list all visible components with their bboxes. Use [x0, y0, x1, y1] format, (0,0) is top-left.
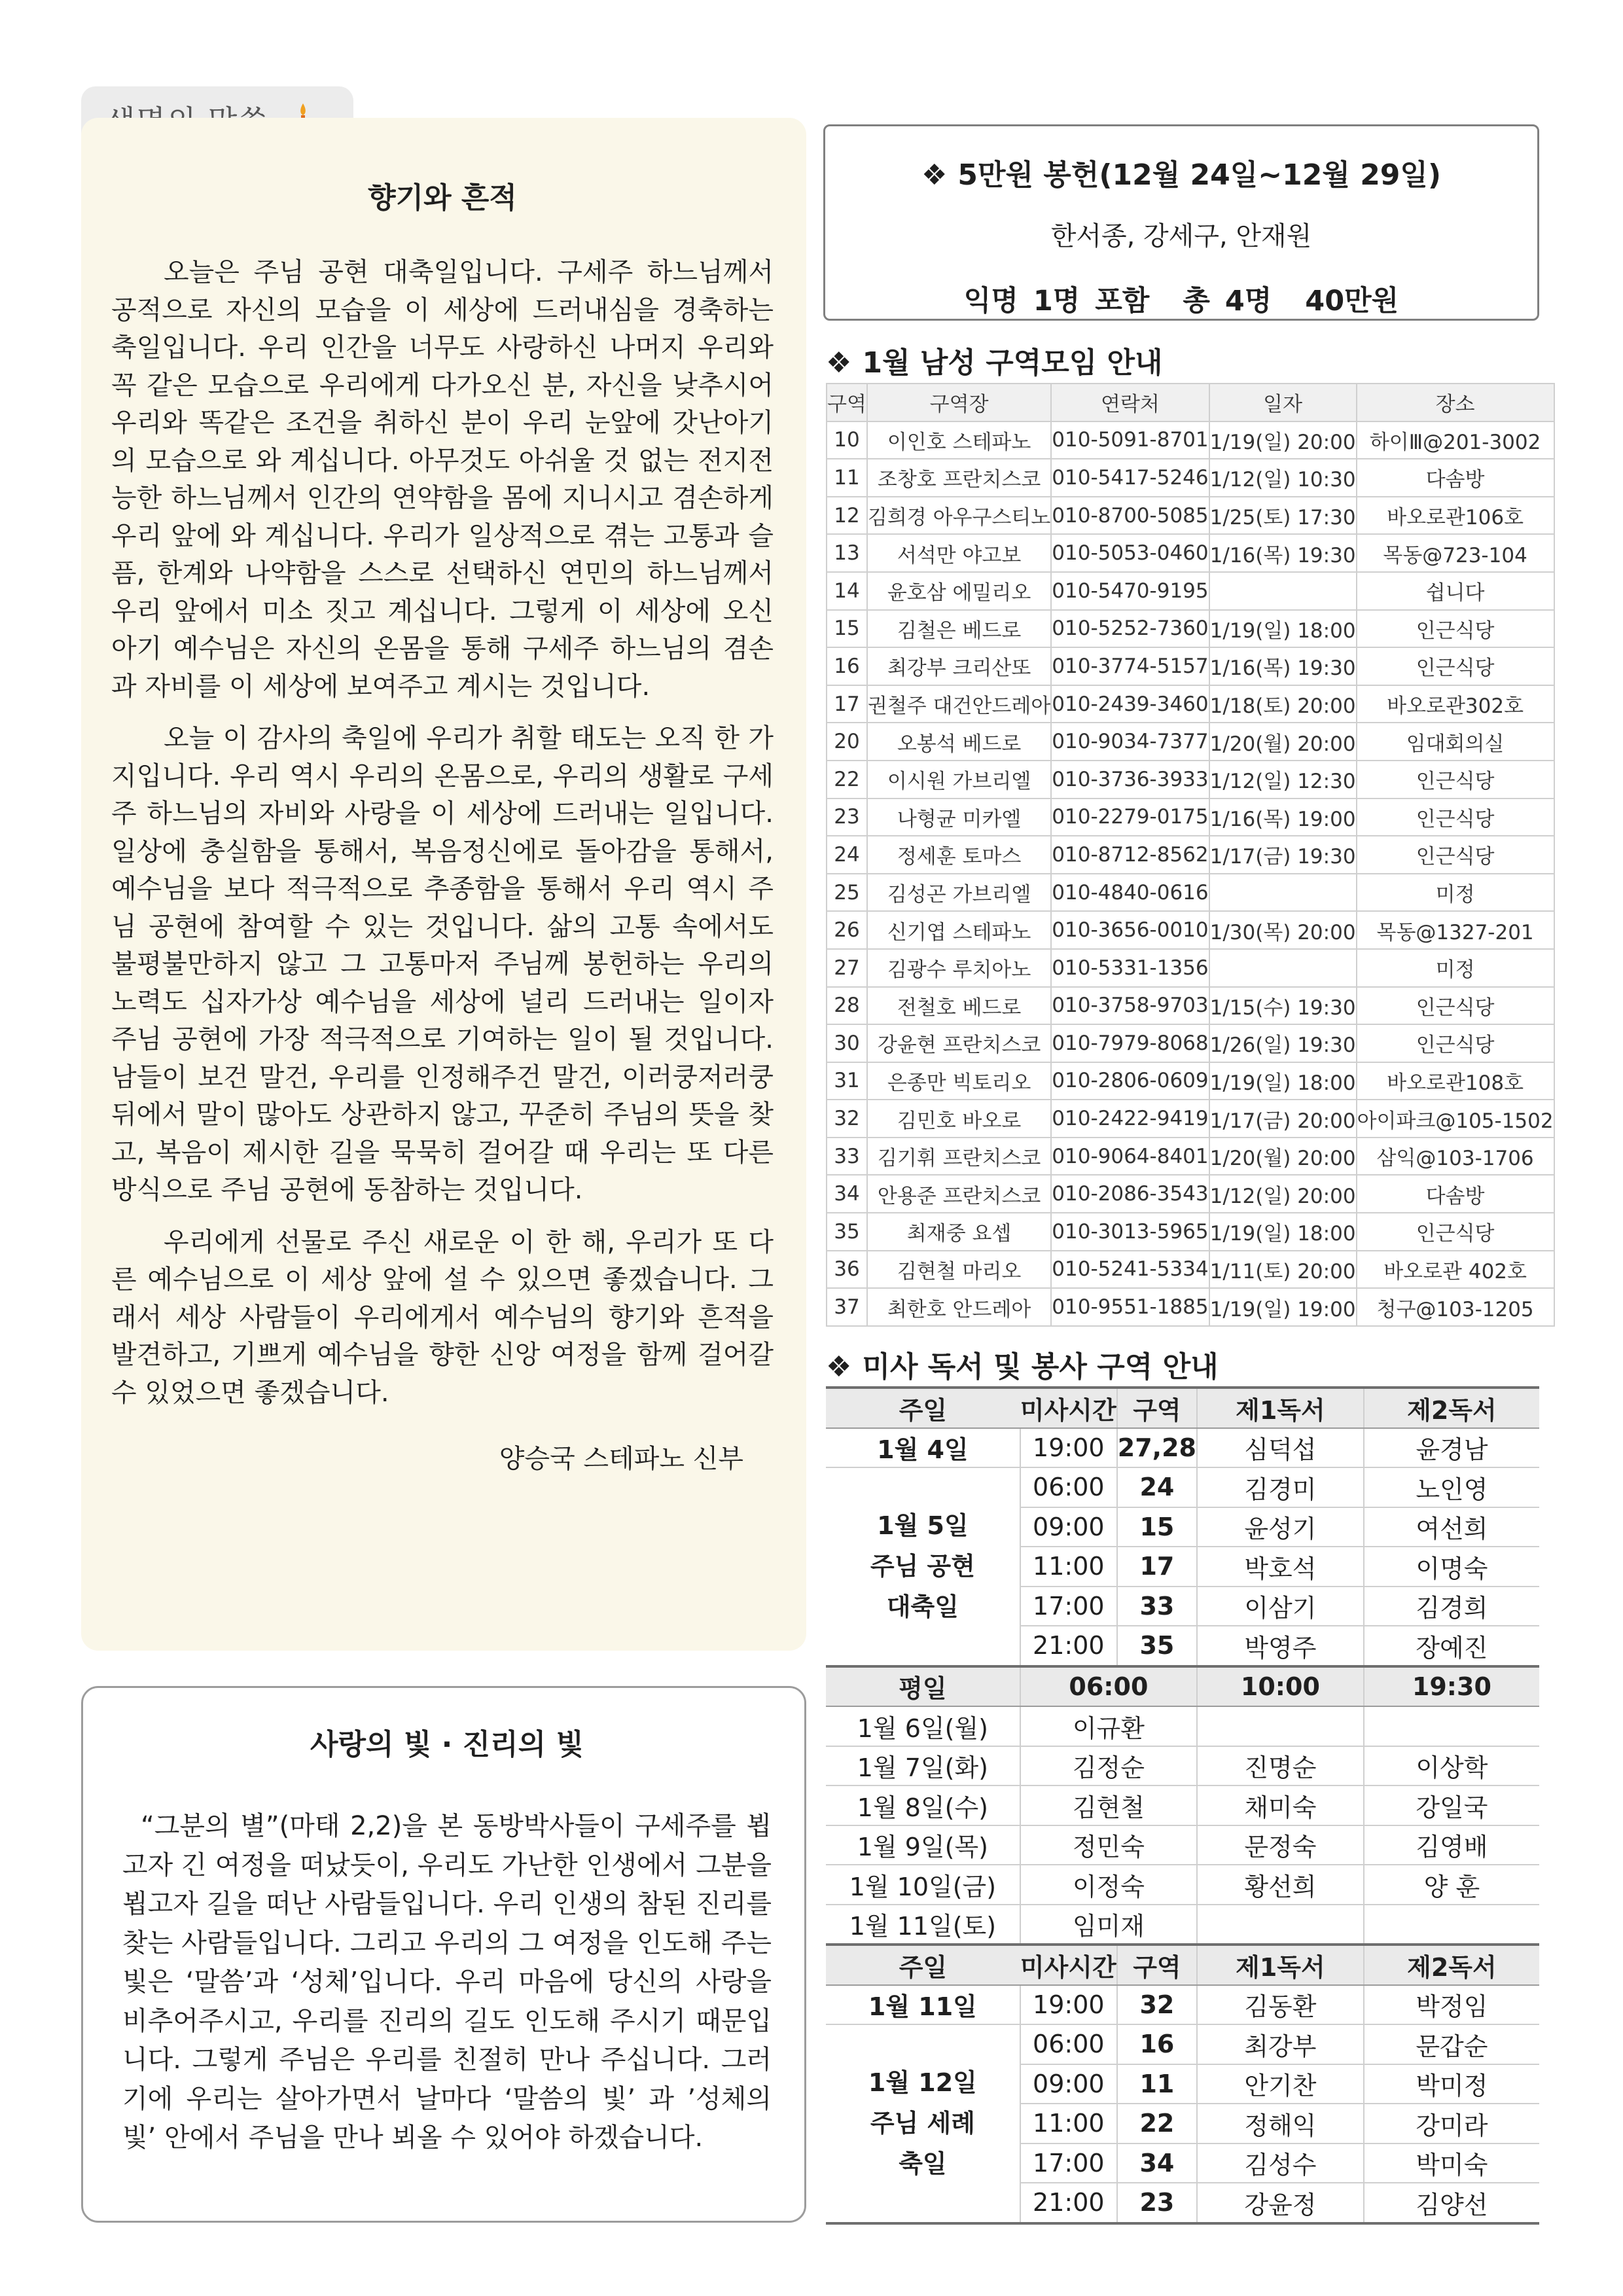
mass-time: 11:00 [1020, 2104, 1117, 2144]
mass-time: 19:00 [1020, 1985, 1117, 2025]
donation-box [823, 124, 1539, 321]
weekday-header-1930: 19:30 [1364, 1666, 1539, 1707]
mass-reader1: 정해익 [1197, 2104, 1364, 2144]
cell-leader: 강윤현 프란치스코 [867, 1024, 1051, 1062]
mass-table [826, 1386, 1539, 2225]
district-row [827, 610, 1554, 648]
weekday-0600: 이규환 [1020, 1706, 1197, 1746]
weekday-date: 1월 9일(목) [826, 1825, 1020, 1865]
district-section-title [826, 339, 1163, 381]
cell-leader: 김희경 아우구스티노 [867, 497, 1051, 535]
donation-title [825, 151, 1537, 193]
cell-district: 11 [827, 459, 867, 497]
cell-date: 1/12(일) 10:30 [1209, 459, 1357, 497]
mass-header-district: 구역 [1117, 1388, 1197, 1428]
cell-district: 22 [827, 761, 867, 798]
cell-contact: 010-3736-3933 [1051, 761, 1209, 798]
mass-reader2: 김경희 [1364, 1587, 1539, 1626]
mass-time: 17:00 [1020, 2144, 1117, 2183]
mass-district: 17 [1117, 1547, 1197, 1587]
weekday-row [826, 1785, 1539, 1825]
cell-contact: 010-2439-3460 [1051, 685, 1209, 723]
cell-leader: 김현철 마리오 [867, 1251, 1051, 1289]
cell-place: 인근식당 [1357, 836, 1554, 874]
cell-district: 12 [827, 497, 867, 535]
cell-place: 바오로관106호 [1357, 497, 1554, 535]
cell-district: 31 [827, 1062, 867, 1100]
weekday-row [826, 1905, 1539, 1945]
weekday-date: 1월 7일(화) [826, 1746, 1020, 1786]
mass-time: 21:00 [1020, 1626, 1117, 1666]
weekday-header-label: 평일 [826, 1666, 1020, 1707]
weekday-0600: 이정숙 [1020, 1865, 1197, 1905]
mass-header-row [826, 1388, 1539, 1428]
weekday-1000 [1197, 1706, 1364, 1746]
mass-header-time: 미사시간 [1020, 1388, 1117, 1428]
cell-contact: 010-5241-5334 [1051, 1251, 1209, 1289]
cell-date: 1/20(월) 20:00 [1209, 723, 1357, 761]
cell-place: 하이Ⅲ@201-3002 [1357, 422, 1554, 459]
mass-date: 1월 4일 [826, 1428, 1020, 1468]
cell-date: 1/19(일) 20:00 [1209, 422, 1357, 459]
district-table-body [827, 422, 1554, 1326]
cell-date: 1/19(일) 18:00 [1209, 1062, 1357, 1100]
mass-header-district: 구역 [1117, 1945, 1197, 1985]
cell-district: 25 [827, 874, 867, 912]
district-row [827, 798, 1554, 836]
cell-place: 바오로관 402호 [1357, 1251, 1554, 1289]
district-row [827, 874, 1554, 912]
cell-contact: 010-5417-5246 [1051, 459, 1209, 497]
cell-date: 1/25(토) 17:30 [1209, 497, 1357, 535]
cell-place: 다솜방 [1357, 1175, 1554, 1213]
cell-date: 1/18(토) 20:00 [1209, 685, 1357, 723]
cell-leader: 전철호 베드로 [867, 987, 1051, 1025]
mass-section-title [826, 1343, 1219, 1385]
cell-date: 1/11(토) 20:00 [1209, 1251, 1357, 1289]
cell-place: 미정 [1357, 874, 1554, 912]
mass-reader1: 윤성기 [1197, 1507, 1364, 1547]
weekday-row [826, 1825, 1539, 1865]
mass-row [826, 1428, 1539, 1468]
district-row [827, 422, 1554, 459]
light-article-paragraph: “그분의 별”(마태 2,2)을 본 동방박사들이 구세주를 뵙고자 긴 여정을 떠났듯이, 우리도 가난한 인생에서 그분을 뵙고자 길을 떠난 사람들입니다. 우리 인생의 참된 진리를 찾는 사람들입니다. 그리고 우리의 그 여정을 인도해 주는 빛은 ‘말씀’과 ‘성체’입니다. 우리 마음에 당신의 사랑을 비추어주시고, 우리를 진리의 길도 인도해 주시기 때문입니다. 그렇게 주님은 우리를 친절히 만나 주십니다. 그러기에 우리는 살아가면서 날마다 ‘말씀의 빛’ 과 ’성체의 빛’ 안에서 주님을 만나 뵈올 수 있어야 하겠습니다. [122, 1811, 772, 2153]
mass-reader2: 박정임 [1364, 1985, 1539, 2025]
district-row [827, 1288, 1554, 1326]
cell-date [1209, 874, 1357, 912]
district-row [827, 1175, 1554, 1213]
mass-date-line: 주님 공현 [870, 1552, 975, 1581]
mass-time: 17:00 [1020, 1587, 1117, 1626]
cell-place: 인근식당 [1357, 987, 1554, 1025]
cell-contact: 010-5470-9195 [1051, 572, 1209, 610]
cell-contact: 010-2279-0175 [1051, 798, 1209, 836]
cell-contact: 010-5091-8701 [1051, 422, 1209, 459]
weekday-date: 1월 10일(금) [826, 1865, 1020, 1905]
mass-reader2: 여선희 [1364, 1507, 1539, 1547]
cell-district: 34 [827, 1175, 867, 1213]
cell-date: 1/17(금) 20:00 [1209, 1100, 1357, 1138]
cell-contact: 010-4840-0616 [1051, 874, 1209, 912]
cell-date [1209, 949, 1357, 987]
district-row [827, 1062, 1554, 1100]
mass-reader1: 최강부 [1197, 2024, 1364, 2064]
mass-date-line: 대축일 [886, 1592, 959, 1622]
cell-contact: 010-3758-9703 [1051, 987, 1209, 1025]
mass-reader2: 윤경남 [1364, 1428, 1539, 1468]
mass-reader2: 이명숙 [1364, 1547, 1539, 1587]
mass-district: 35 [1117, 1626, 1197, 1666]
mass-row [826, 1985, 1539, 2025]
weekday-row [826, 1865, 1539, 1905]
district-row [827, 987, 1554, 1025]
weekday-0600: 김정순 [1020, 1746, 1197, 1786]
district-row [827, 1213, 1554, 1251]
col-place: 장소 [1357, 384, 1554, 422]
cell-date: 1/12(일) 12:30 [1209, 761, 1357, 798]
donation-title-text: 5만원 봉헌(12월 24일~12월 29일) [957, 158, 1442, 192]
cell-place: 다솜방 [1357, 459, 1554, 497]
cell-place: 임대회의실 [1357, 723, 1554, 761]
weekday-row [826, 1746, 1539, 1786]
article-signature: 양승국 스테파노 신부 [499, 1444, 743, 1474]
district-row [827, 761, 1554, 798]
mass-reader2: 장예진 [1364, 1626, 1539, 1666]
mass-time: 19:00 [1020, 1428, 1117, 1468]
weekday-1930: 강일국 [1364, 1785, 1539, 1825]
cell-district: 35 [827, 1213, 867, 1251]
cell-district: 36 [827, 1251, 867, 1289]
cell-date: 1/19(일) 19:00 [1209, 1288, 1357, 1326]
cell-place: 인근식당 [1357, 798, 1554, 836]
cell-date: 1/30(목) 20:00 [1209, 911, 1357, 949]
weekday-date: 1월 11일(토) [826, 1905, 1020, 1945]
col-date: 일자 [1209, 384, 1357, 422]
donation-anonymous: 익명 1명 포함 [963, 285, 1150, 317]
cell-leader: 이인호 스테파노 [867, 422, 1051, 459]
cell-place: 인근식당 [1357, 1024, 1554, 1062]
cell-district: 32 [827, 1100, 867, 1138]
cell-district: 28 [827, 987, 867, 1025]
cell-place: 아이파크@105-1502 [1357, 1100, 1554, 1138]
cell-place: 목동@723-104 [1357, 534, 1554, 572]
weekday-1000: 진명순 [1197, 1746, 1364, 1786]
cell-district: 10 [827, 422, 867, 459]
cell-contact: 010-9551-1885 [1051, 1288, 1209, 1326]
cell-district: 16 [827, 647, 867, 685]
cell-place: 인근식당 [1357, 1213, 1554, 1251]
cell-place: 쉽니다 [1357, 572, 1554, 610]
donation-total [825, 279, 1537, 319]
mass-reader2: 박미숙 [1364, 2144, 1539, 2183]
mass-reader2: 문갑순 [1364, 2024, 1539, 2064]
cell-contact: 010-3013-5965 [1051, 1213, 1209, 1251]
cell-leader: 은종만 빅토리오 [867, 1062, 1051, 1100]
cell-leader: 윤호삼 에밀리오 [867, 572, 1051, 610]
cell-leader: 신기엽 스테파노 [867, 911, 1051, 949]
weekday-header-1000: 10:00 [1197, 1666, 1364, 1707]
cell-leader: 안용준 프란치스코 [867, 1175, 1051, 1213]
cell-date [1209, 572, 1357, 610]
diamond-icon: ❖ [826, 1350, 852, 1384]
donation-names: 한서종, 강세구, 안재원 [1050, 221, 1312, 251]
mass-district: 34 [1117, 2144, 1197, 2183]
weekday-1930 [1364, 1706, 1539, 1746]
cell-place: 목동@1327-201 [1357, 911, 1554, 949]
cell-date: 1/16(목) 19:30 [1209, 534, 1357, 572]
weekday-0600: 정민숙 [1020, 1825, 1197, 1865]
cell-contact: 010-8700-5085 [1051, 497, 1209, 535]
article-paragraph-2: 오늘 이 감사의 축일에 우리가 취할 태도는 오직 한 가지입니다. 우리 역시 우리의 온몸으로, 우리의 생활로 구세주 하느님의 자비와 사랑을 이 세상에 드러내는 일입니다. 일상에 충실함을 통해서, 복음정신에로 돌아감을 통해서, 예수님을 보다 적극적으로 추종함을 통해서 우리 역시 주님 공현에 참여할 수 있는 것입니다. 삶의 고통 속에서도 불평불만하지 않고 그 고통마저 주님께 봉헌하는 우리의 노력도 십자가상 예수님을 세상에 널리 드러내는 일이자 주님 공현에 가장 적극적으로 기여하는 일이 될 것입니다. 남들이 보건 말건, 우리를 인정해주건 말건, 이러쿵저러쿵 뒤에서 말이 많아도 상관하지 않고, 꾸준히 주님의 뜻을 찾고, 복음이 제시한 길을 묵묵히 걸어갈 때 우리는 또 다른 방식으로 주님 공현에 동참하는 것입니다. [111, 723, 774, 1205]
mass-header-reading1: 제1독서 [1197, 1388, 1364, 1428]
cell-leader: 최한호 안드레아 [867, 1288, 1051, 1326]
diamond-icon: ❖ [921, 158, 948, 192]
weekday-1930 [1364, 1905, 1539, 1945]
mass-date [826, 1467, 1020, 1666]
mass-district: 33 [1117, 1587, 1197, 1626]
cell-leader: 최재중 요셉 [867, 1213, 1051, 1251]
cell-contact: 010-5053-0460 [1051, 534, 1209, 572]
cell-leader: 오봉석 베드로 [867, 723, 1051, 761]
mass-district: 15 [1117, 1507, 1197, 1547]
cell-contact: 010-2086-3543 [1051, 1175, 1209, 1213]
weekday-1000: 채미숙 [1197, 1785, 1364, 1825]
cell-contact: 010-5252-7360 [1051, 610, 1209, 648]
cell-contact: 010-2806-0609 [1051, 1062, 1209, 1100]
cell-leader: 나형균 미카엘 [867, 798, 1051, 836]
mass-header-row [826, 1945, 1539, 1985]
cell-contact: 010-3774-5157 [1051, 647, 1209, 685]
district-row [827, 949, 1554, 987]
district-row [827, 647, 1554, 685]
weekday-0600: 김현철 [1020, 1785, 1197, 1825]
weekday-date: 1월 6일(월) [826, 1706, 1020, 1746]
cell-leader: 김성곤 가브리엘 [867, 874, 1051, 912]
weekday-row [826, 1706, 1539, 1746]
cell-district: 20 [827, 723, 867, 761]
weekday-date: 1월 8일(수) [826, 1785, 1020, 1825]
article-paragraph-3: 우리에게 선물로 주신 새로운 이 한 해, 우리가 또 다른 예수님으로 이 세상 앞에 설 수 있으면 좋겠습니다. 그래서 세상 사람들이 우리에게서 예수님의 향기와 흔적을 발견하고, 기쁘게 예수님을 향한 신앙 여정을 함께 걸어갈 수 있었으면 좋겠습니다. [111, 1227, 774, 1408]
cell-district: 13 [827, 534, 867, 572]
cell-district: 37 [827, 1288, 867, 1326]
weekday-header-0600: 06:00 [1020, 1666, 1197, 1707]
district-row [827, 1100, 1554, 1138]
district-row [827, 497, 1554, 535]
cell-district: 15 [827, 610, 867, 648]
district-row [827, 836, 1554, 874]
weekday-1000 [1197, 1905, 1364, 1945]
cell-date: 1/16(목) 19:00 [1209, 798, 1357, 836]
mass-header-reading2: 제2독서 [1364, 1388, 1539, 1428]
mass-time: 06:00 [1020, 1467, 1117, 1507]
cell-contact: 010-7979-8068 [1051, 1024, 1209, 1062]
light-article-title: 사랑의 빛 · 진리의 빛 [310, 1728, 584, 1761]
mass-district: 23 [1117, 2183, 1197, 2223]
mass-title-text: 미사 독서 및 봉사 구역 안내 [862, 1350, 1219, 1384]
cell-date: 1/12(일) 20:00 [1209, 1175, 1357, 1213]
cell-leader: 김철은 베드로 [867, 610, 1051, 648]
weekday-1930: 양 훈 [1364, 1865, 1539, 1905]
cell-leader: 최강부 크리산또 [867, 647, 1051, 685]
cell-leader: 서석만 야고보 [867, 534, 1051, 572]
col-contact: 연락처 [1051, 384, 1209, 422]
cell-date: 1/19(일) 18:00 [1209, 610, 1357, 648]
cell-district: 23 [827, 798, 867, 836]
cell-date: 1/17(금) 19:30 [1209, 836, 1357, 874]
mass-reader2: 김양선 [1364, 2183, 1539, 2223]
mass-date-line: 1월 12일 [868, 2068, 977, 2098]
article-title: 향기와 흔적 [368, 181, 517, 215]
cell-date: 1/26(일) 19:30 [1209, 1024, 1357, 1062]
weekday-table-body [826, 1706, 1539, 1945]
mass-date-line: 축일 [899, 2149, 947, 2179]
cell-contact: 010-3656-0010 [1051, 911, 1209, 949]
cell-leader: 이시원 가브리엘 [867, 761, 1051, 798]
mass-reader1: 김동환 [1197, 1985, 1364, 2025]
district-row [827, 911, 1554, 949]
mass-header-sunday: 주일 [826, 1388, 1020, 1428]
weekday-1000: 황선희 [1197, 1865, 1364, 1905]
mass-header-reading1: 제1독서 [1197, 1945, 1364, 1985]
cell-district: 27 [827, 949, 867, 987]
cell-leader: 정세훈 토마스 [867, 836, 1051, 874]
mass-reader1: 김성수 [1197, 2144, 1364, 2183]
mass-district: 24 [1117, 1467, 1197, 1507]
district-row [827, 685, 1554, 723]
cell-date: 1/19(일) 18:00 [1209, 1213, 1357, 1251]
mass-district: 27,28 [1117, 1428, 1197, 1468]
district-table [826, 383, 1555, 1327]
cell-leader: 김민호 바오로 [867, 1100, 1051, 1138]
mass-time: 11:00 [1020, 1547, 1117, 1587]
weekday-1000: 문정숙 [1197, 1825, 1364, 1865]
district-row [827, 534, 1554, 572]
mass-reader1: 이삼기 [1197, 1587, 1364, 1626]
cell-leader: 권철주 대건안드레아 [867, 685, 1051, 723]
mass-header-time: 미사시간 [1020, 1945, 1117, 1985]
mass-reader1: 박호석 [1197, 1547, 1364, 1587]
cell-contact: 010-9064-8401 [1051, 1138, 1209, 1175]
col-district: 구역 [827, 384, 867, 422]
mass-reader1: 박영주 [1197, 1626, 1364, 1666]
mass-header-reading2: 제2독서 [1364, 1945, 1539, 1985]
cell-place: 미정 [1357, 949, 1554, 987]
district-row [827, 1024, 1554, 1062]
mass-date: 1월 11일 [826, 1985, 1020, 2025]
cell-district: 30 [827, 1024, 867, 1062]
mass-reader2: 강미라 [1364, 2104, 1539, 2144]
cell-place: 청구@103-1205 [1357, 1288, 1554, 1326]
mass-time: 09:00 [1020, 1507, 1117, 1547]
donation-count: 총 4명 [1183, 285, 1272, 317]
cell-place: 바오로관108호 [1357, 1062, 1554, 1100]
cell-contact: 010-5331-1356 [1051, 949, 1209, 987]
cell-district: 33 [827, 1138, 867, 1175]
weekday-1930: 김영배 [1364, 1825, 1539, 1865]
weekday-header-row [826, 1666, 1539, 1707]
cell-leader: 김광수 루치아노 [867, 949, 1051, 987]
district-row [827, 459, 1554, 497]
cell-place: 인근식당 [1357, 610, 1554, 648]
mass-reader1: 강윤정 [1197, 2183, 1364, 2223]
cell-district: 24 [827, 836, 867, 874]
cell-date: 1/20(월) 20:00 [1209, 1138, 1357, 1175]
district-table-header [827, 384, 1554, 422]
cell-place: 바오로관302호 [1357, 685, 1554, 723]
cell-district: 17 [827, 685, 867, 723]
weekday-0600: 임미재 [1020, 1905, 1197, 1945]
mass-time: 09:00 [1020, 2064, 1117, 2104]
weekday-1930: 이상학 [1364, 1746, 1539, 1786]
district-row [827, 1251, 1554, 1289]
mass-time: 21:00 [1020, 2183, 1117, 2223]
mass-header-sunday: 주일 [826, 1945, 1020, 1985]
mass-reader2: 노인영 [1364, 1467, 1539, 1507]
donation-amount: 40만원 [1305, 285, 1399, 317]
mass-reader1: 김경미 [1197, 1467, 1364, 1507]
mass-district: 16 [1117, 2024, 1197, 2064]
cell-contact: 010-8712-8562 [1051, 836, 1209, 874]
mass-reader2: 박미정 [1364, 2064, 1539, 2104]
district-row [827, 572, 1554, 610]
mass-district: 32 [1117, 1985, 1197, 2025]
district-row [827, 723, 1554, 761]
cell-district: 26 [827, 911, 867, 949]
mass-date-line: 주님 세례 [870, 2109, 975, 2138]
cell-date: 1/15(수) 19:30 [1209, 987, 1357, 1025]
mass-reader1: 심덕섭 [1197, 1428, 1364, 1468]
mass-district: 11 [1117, 2064, 1197, 2104]
cell-district: 14 [827, 572, 867, 610]
cell-contact: 010-9034-7377 [1051, 723, 1209, 761]
col-leader: 구역장 [867, 384, 1051, 422]
mass-row [826, 1467, 1539, 1507]
main-article [81, 118, 806, 1651]
article-paragraph-1: 오늘은 주님 공현 대축일입니다. 구세주 하느님께서 공적으로 자신의 모습을 이 세상에 드러내심을 경축하는 축일입니다. 우리 인간을 너무도 사랑하신 나머지 우리와 꼭 같은 모습으로 우리에게 다가오신 분, 자신을 낮추시어 우리와 똑같은 조건을 취하신 분이 우리 눈앞에 갓난아기의 모습으로 와 계십니다. 아무것도 아쉬울 것 없는 전지전능한 하느님께서 인간의 연약함을 몸에 지니시고 겸손하게 우리 앞에 와 계십니다. 우리가 일상적으로 겪는 고통과 슬픔, 한계와 나약함을 스스로 선택하신 연민의 하느님께서 우리 앞에서 미소 짓고 계십니다. 그렇게 이 세상에 오신 아기 예수님은 자신의 온몸을 통해 구세주 하느님의 겸손과 자비를 이 세상에 보여주고 계시는 것입니다. [111, 257, 774, 702]
cell-leader: 조창호 프란치스코 [867, 459, 1051, 497]
mass-reader1: 안기찬 [1197, 2064, 1364, 2104]
cell-place: 삼익@103-1706 [1357, 1138, 1554, 1175]
diamond-icon: ❖ [826, 346, 852, 380]
mass-date-line: 1월 5일 [877, 1511, 969, 1541]
district-row [827, 1138, 1554, 1175]
cell-leader: 김기휘 프란치스코 [867, 1138, 1051, 1175]
mass-row [826, 2024, 1539, 2064]
light-article [81, 1686, 806, 2223]
cell-place: 인근식당 [1357, 761, 1554, 798]
mass-time: 06:00 [1020, 2024, 1117, 2064]
cell-contact: 010-2422-9419 [1051, 1100, 1209, 1138]
district-title-text: 1월 남성 구역모임 안내 [862, 346, 1163, 380]
cell-place: 인근식당 [1357, 647, 1554, 685]
cell-date: 1/16(목) 19:30 [1209, 647, 1357, 685]
mass-date [826, 2024, 1020, 2223]
mass-district: 22 [1117, 2104, 1197, 2144]
